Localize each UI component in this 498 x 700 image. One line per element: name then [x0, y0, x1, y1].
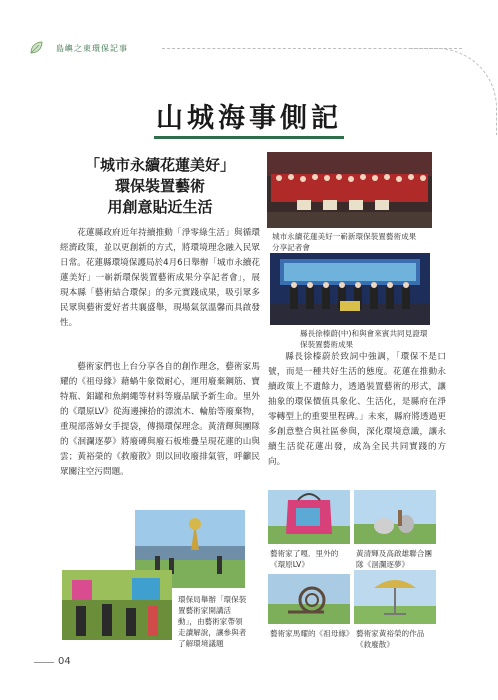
- caption-guided-tour: 環保局舉辦「環保裝置藝術家開講活動」，由藝術家帶領走讀解說，讓參與者了解環境議題: [178, 595, 247, 648]
- artist-talk-photo: [62, 570, 172, 640]
- artwork-lv-photo: [268, 490, 350, 544]
- page-title: 山城海事側記: [156, 103, 342, 134]
- press-conference-photo: [267, 152, 432, 228]
- caption-press-conference: 城市永續花蓮美好一嶄新環保裝置藝術成果分享記者會: [272, 232, 417, 252]
- caption-umbrella: 藝術家黃裕榮的作品《救廢散》: [356, 629, 425, 649]
- leaf-icon: [28, 40, 44, 56]
- headline-line-3: 用創意貼近生活: [107, 198, 213, 216]
- paragraph-mayor: 縣長徐榛蔚於致詞中強調，「環保不是口號，而是一種共好生活的態度。花蓮在推動永續政策上不遺餘力，透過裝置藝術的形式，讓抽象的環保價值具象化、生活化，是縣府在淨零轉型上的重要里程碑。」未來，縣府將透過更多創意整合與社區參與，深化環境意識，讓永續生活從花蓮出發，成為全民共同實踐的方向。: [268, 352, 446, 467]
- headline-line-1: 「城市永續花蓮美好」: [84, 156, 235, 174]
- artwork-umbrella-photo: [354, 570, 436, 624]
- artwork-snail-photo: [268, 574, 350, 624]
- paragraph-artists: 藝術家們也上台分享各自的創作理念，藝術家馬耀的《祖母緣》藉蝸牛象徵耐心，運用廢棄鋼筋、寶特瓶、鋁罐和魚網繩等材料等廢品賦予新生命。里外的《環原LV》從海邊揀拾的漂流木、輪胎等廢棄物，重現部落婦女手提袋，傳揚環保理念。黃清輝與團隊的《洄瀾逐夢》將廢磚與廢石板堆疊呈現花蓮的山與雲；黃裕榮的《救廢散》則以回收廢排氣管，呼籲民眾關注空污問題。: [60, 362, 260, 477]
- page-number: 04: [58, 656, 71, 667]
- caption-lv: 藝術家了嘎．里外的《環原LV》: [270, 549, 339, 569]
- ceremony-photo: [270, 253, 430, 325]
- caption-dream: 黃清輝及高啟雄聯合團隊《洄瀾逐夢》: [356, 549, 432, 569]
- headline-line-2: 環保裝置藝術: [114, 177, 205, 195]
- title-underline: [154, 136, 344, 139]
- section-label: 島嶼之東環保記事: [56, 44, 128, 53]
- caption-snail: 藝術家馬耀的《祖母緣》: [270, 629, 354, 638]
- caption-ceremony: 縣長徐榛蔚(中)和與會來賓共同見證環保裝置藝術成果: [300, 329, 428, 349]
- artwork-dream-photo: [354, 490, 436, 544]
- page-number-rule: [34, 662, 54, 663]
- paragraph-intro: 花蓮縣政府近年持續推動「淨零綠生活」與循環經濟政策，並以更創新的方式，將環境理念融入民眾日常。花蓮縣環境保護局於4月6日舉辦「城市永續花蓮美好」一嶄新環保裝置藝術成果分享記者會」，展現本縣「藝術結合環保」的多元實踐成果，吸引眾多民眾與藝術愛好者共襄盛舉，現場氣氛溫馨而具啟發性。: [60, 228, 260, 328]
